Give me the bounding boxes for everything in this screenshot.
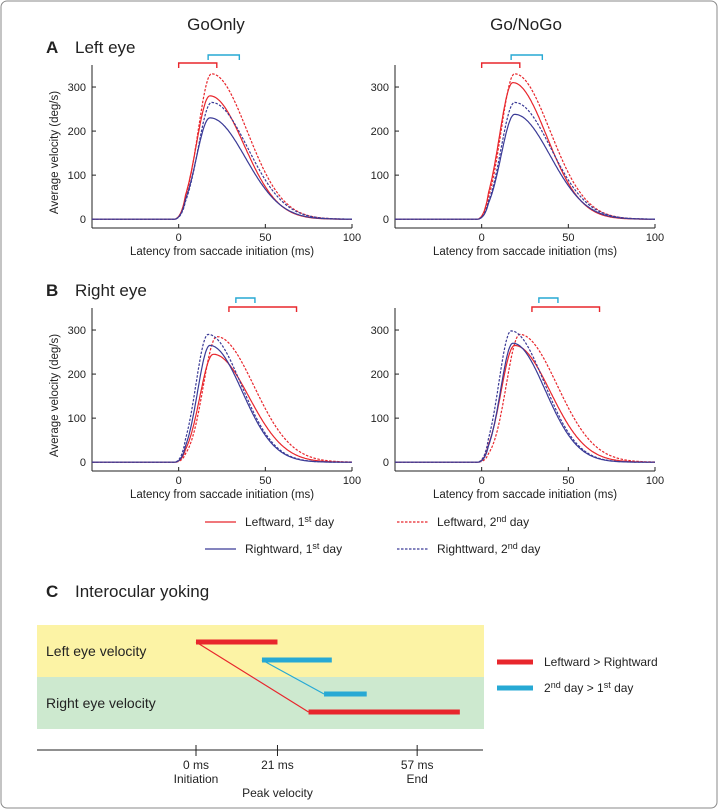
x-axis-label: Latency from saccade initiation (ms) <box>129 246 315 258</box>
y-tick-label: 100 <box>67 413 86 426</box>
column-title-gonogo: Go/NoGo <box>490 15 562 34</box>
timeline-label: End <box>406 772 428 786</box>
timeline-label: Initiation <box>173 772 219 786</box>
legend-sup: nd <box>496 514 507 524</box>
legend-sup: nd <box>550 680 561 690</box>
y-tick-label: 300 <box>370 325 389 338</box>
x-tick-label: 100 <box>645 232 665 244</box>
legend-text: Leftward, 1 <box>245 515 305 529</box>
legend-sup: st <box>603 680 611 690</box>
y-tick-label: 200 <box>67 369 86 382</box>
timeline-label: 21 ms <box>261 758 294 772</box>
panel-b-letter: B <box>46 281 59 300</box>
y-tick-label: 100 <box>67 170 86 183</box>
legend-text: day <box>319 542 343 556</box>
x-tick-label: 50 <box>562 232 575 244</box>
legend-text: Leftward, 2 <box>437 515 497 529</box>
x-axis-label: Latency from saccade initiation (ms) <box>432 489 618 501</box>
y-tick-label: 0 <box>382 457 389 470</box>
legend-text: day <box>517 542 541 556</box>
timeline-label: Peak velocity <box>242 786 313 800</box>
y-tick-label: 300 <box>370 82 389 95</box>
x-axis-label: Latency from saccade initiation (ms) <box>432 246 618 258</box>
x-tick-label: 100 <box>645 475 665 487</box>
x-tick-label: 0 <box>175 475 182 487</box>
y-tick-label: 100 <box>370 170 389 183</box>
column-title-goonly: GoOnly <box>187 15 245 34</box>
legend-text: Rightward, 1 <box>245 542 313 556</box>
panel-a-title: Left eye <box>75 38 136 57</box>
y-axis-label: Average velocity (deg/s) <box>49 333 61 458</box>
timeline-label: 57 ms <box>400 758 434 772</box>
y-tick-label: 300 <box>67 325 86 338</box>
legend-text: 2 <box>544 681 551 695</box>
panel-c-letter: C <box>46 582 59 601</box>
legend-sup: st <box>304 514 312 524</box>
legend-text: day <box>610 681 634 695</box>
y-tick-label: 300 <box>67 82 86 95</box>
y-tick-label: 100 <box>370 413 389 426</box>
y-tick-label: 0 <box>382 214 389 227</box>
x-tick-label: 50 <box>562 475 575 487</box>
panel-b-title: Right eye <box>75 281 147 300</box>
x-axis-label: Latency from saccade initiation (ms) <box>129 489 315 501</box>
legend-label <box>245 514 334 529</box>
x-tick-label: 0 <box>478 232 485 244</box>
x-tick-label: 0 <box>478 475 485 487</box>
y-tick-label: 0 <box>79 214 86 227</box>
legend-label <box>437 514 529 529</box>
legend-text: day > 1 <box>560 681 604 695</box>
legend-label <box>437 541 540 556</box>
y-tick-label: 200 <box>67 126 86 139</box>
y-tick-label: 200 <box>370 369 389 382</box>
band-label: Left eye velocity <box>46 643 147 659</box>
band-label: Right eye velocity <box>46 695 156 711</box>
x-tick-label: 50 <box>259 475 272 487</box>
x-tick-label: 100 <box>342 475 362 487</box>
x-tick-label: 0 <box>175 232 182 244</box>
y-tick-label: 0 <box>79 457 86 470</box>
panel-a-letter: A <box>46 38 59 57</box>
legend-text: day <box>506 515 530 529</box>
x-tick-label: 100 <box>342 232 362 244</box>
timeline-label: 0 ms <box>182 758 210 772</box>
y-tick-label: 200 <box>370 126 389 139</box>
legend-text: Righttward, 2 <box>437 542 508 556</box>
x-tick-label: 50 <box>259 232 272 244</box>
legend-sup: nd <box>507 541 518 551</box>
panel-c-title: Interocular yoking <box>75 582 210 601</box>
yoking-legend-label: Leftward > Rightward <box>544 655 658 669</box>
legend-label <box>245 541 342 556</box>
y-axis-label: Average velocity (deg/s) <box>49 90 61 215</box>
legend-sup: st <box>312 541 320 551</box>
legend-text: day <box>311 515 335 529</box>
